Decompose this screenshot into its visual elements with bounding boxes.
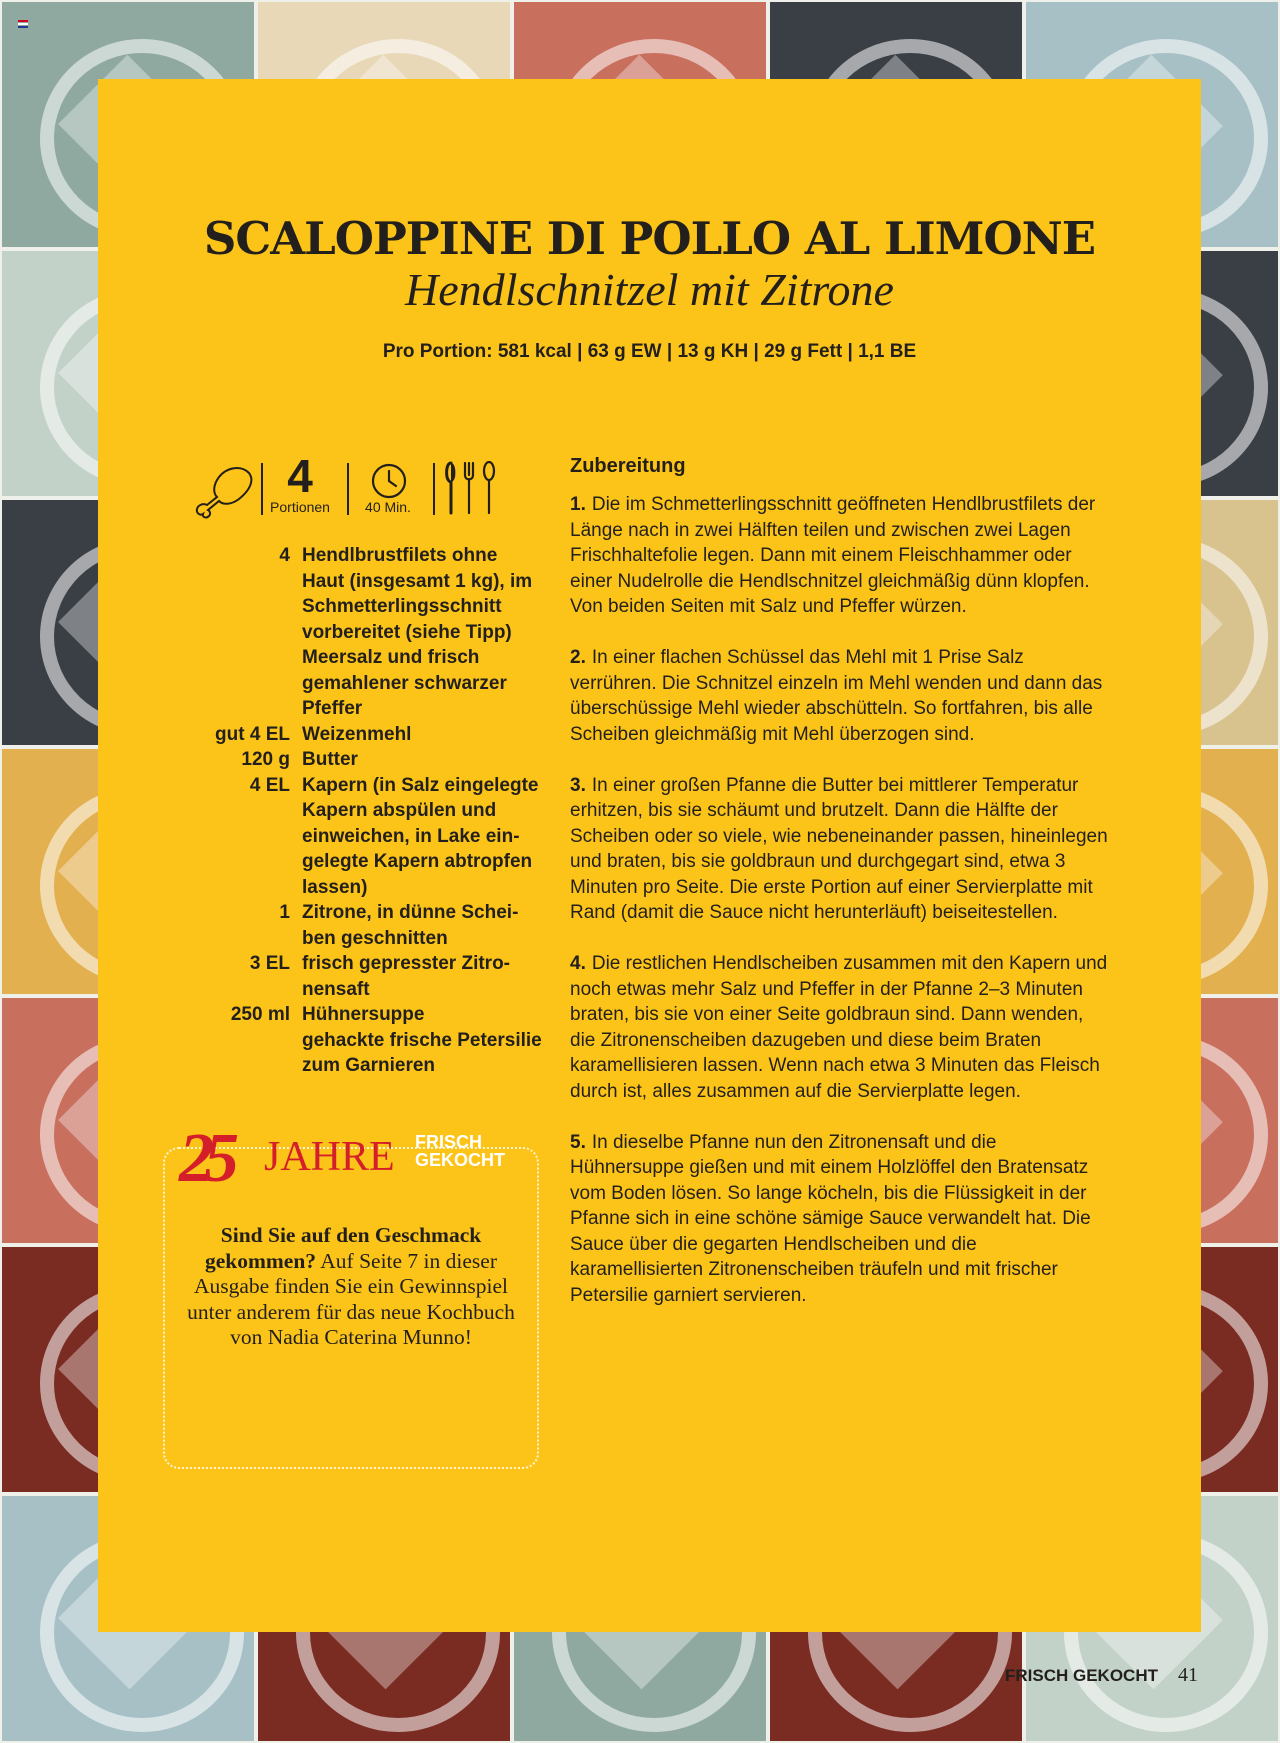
- time-label: 40 Min.: [365, 499, 411, 515]
- brand-logo: [415, 1133, 505, 1169]
- step-text: In einer flachen Schüssel das Mehl mit 1 Prise Salz verrühren. Die Schnitzel einzeln im Mehl wenden und dann das überschüssige Mehl wieder abschütteln. So fortfahren, bis alle Scheiben gleichmäßig mit Mehl überzogen sind.: [570, 647, 1103, 745]
- preparation-step: [570, 492, 1110, 620]
- brand-line-2: GEKOCHT: [415, 1150, 505, 1170]
- page-footer: [1005, 1664, 1198, 1687]
- ingredient-amount: 120 g: [241, 749, 290, 770]
- promo-question: Sind Sie auf den Geschmack gekommen?: [204, 1223, 482, 1273]
- page-number: 41: [1178, 1664, 1198, 1686]
- ingredient-amount: 1: [279, 902, 290, 923]
- divider: [433, 463, 435, 515]
- ingredient-amount: 4 EL: [249, 774, 290, 796]
- preparation-step: [570, 645, 1110, 747]
- ingredient-amount: 3 EL: [249, 953, 290, 974]
- step-text: In einer großen Pfanne die Butter bei mittlerer Temperatur erhitzen, bis sie schäumt und brutzelt. Dann die Hälfte der Scheiben oder so viele, wie nebeneinander passen, hineinlegen und braten, bis sie goldbraun und durchgegart sind, etwa 3 Minuten pro Seite. Die erste Portion auf einer Servierplatte mit Rand (damit die Sauce nicht herunterläuft) beiseitestellen.: [570, 774, 1108, 923]
- ingredient-text: gehackte frische Petersilie zum Garnieren: [302, 1029, 542, 1076]
- ingredient-amount: gut 4 EL: [215, 723, 290, 745]
- step-number: 2.: [570, 647, 586, 668]
- cutlery-icon: [443, 461, 499, 517]
- divider: [347, 463, 349, 515]
- step-text: In dieselbe Pfanne nun den Zitronensaft und die Hühnersuppe gießen und mit einem Holzlöffel den Bratensatz vom Boden lösen. So lange köcheln, bis die Flüssigkeit in der Pfanne sich in eine schöne sämige Sauce verwandelt hat. Die Sauce über die gegarten Hendlscheiben und die karamellisierten Zitronenscheiben träufeln und mit frischer Petersilie garniert servieren.: [570, 1131, 1091, 1306]
- preparation: [570, 455, 1110, 1334]
- ingredient-amount: [193, 1028, 302, 1079]
- clock-icon: [371, 463, 407, 499]
- brand-line-1: FRISCH: [415, 1132, 482, 1152]
- promo-box: [163, 1120, 539, 1469]
- footer-brand: FRISCH GEKOCHT: [1005, 1666, 1158, 1685]
- step-number: 4.: [570, 953, 586, 974]
- portions-number: 4: [287, 450, 313, 502]
- preparation-step: [570, 951, 1110, 1104]
- flag-icon: [18, 20, 28, 27]
- ingredient-text: frisch gepresster Zitronensaft: [302, 953, 510, 1000]
- preparation-steps: [570, 492, 1110, 1308]
- anniversary-number: 25: [179, 1120, 229, 1197]
- promo-body: Auf Seite 7 in dieser Ausgabe finden Sie ein Gewinnspiel unter anderem für das neue Kochbuch von Nadia Caterina Munno!: [187, 1248, 515, 1349]
- promo-text: [185, 1223, 517, 1351]
- recipe-panel: [98, 79, 1201, 1632]
- chicken-leg-icon: [193, 463, 255, 519]
- recipe-subtitle: Hendlschnitzel mit Zitrone: [405, 264, 894, 315]
- ingredient-text: Hendlbrustfilets ohne Haut (insgesamt 1 kg), im Schmetterlingsschnitt vorbereitet (siehe Tipp): [302, 545, 533, 643]
- anniversary-logo: [179, 1119, 539, 1199]
- divider: [261, 463, 263, 515]
- recipe-title: SCALOPPINE DI POLLO AL LIMONE: [203, 212, 1096, 265]
- ingredient-amount: 4: [279, 545, 290, 566]
- ingredient-amount: 250 ml: [230, 1004, 290, 1025]
- step-number: 3.: [570, 774, 586, 796]
- step-number: 5.: [570, 1131, 586, 1153]
- preparation-heading: Zubereitung: [570, 455, 686, 477]
- ingredient-text: Zitrone, in dünne Scheiben geschnitten: [302, 902, 519, 949]
- portions-label: Portionen: [270, 499, 330, 515]
- ingredient-text: Butter: [302, 749, 358, 770]
- ingredient-text: Weizenmehl: [302, 723, 412, 745]
- ingredient-amount: [193, 645, 302, 722]
- preparation-step: [570, 1130, 1110, 1309]
- step-number: 1.: [570, 494, 586, 515]
- nutrition-info: Pro Portion: 581 kcal | 63 g EW | 13 g KH | 29 g Fett | 1,1 BE: [382, 341, 917, 362]
- step-text: Die im Schmetterlingsschnitt geöffneten Hendlbrustfilets der Länge nach in zwei Hälften teilen und zwischen zwei Lagen Frischhaltefolie legen. Dann mit einem Fleischhammer oder einer Nudelrolle die Hendlschnitzel gleichmäßig dünn klopfen. Von beiden Seiten mit Salz und Pfeffer würzen.: [570, 494, 1096, 617]
- anniversary-jahre: JAHRE: [264, 1134, 395, 1180]
- preparation-step: [570, 773, 1110, 926]
- ingredient-text: Kapern (in Salz eingelegte Kapern abspülen und einweichen, in Lake eingelegte Kapern abtropfen lassen): [302, 774, 539, 898]
- step-text: Die restlichen Hendlscheiben zusammen mit den Kapern und noch etwas mehr Salz und Pfeffer in der Pfanne 2–3 Minuten braten, bis sie von einer Seite goldbraun sind. Dann wenden, die Zitronenscheiben dazugeben und diese beim Braten karamellisieren lassen. Wenn nach etwa 3 Minuten das Fleisch durch ist, alles zusammen auf die Servierplatte legen.: [570, 953, 1108, 1102]
- ingredient-text: Hühnersuppe: [302, 1004, 425, 1025]
- ingredient-text: Meersalz und frisch gemahlener schwarzer Pfeffer: [302, 647, 507, 719]
